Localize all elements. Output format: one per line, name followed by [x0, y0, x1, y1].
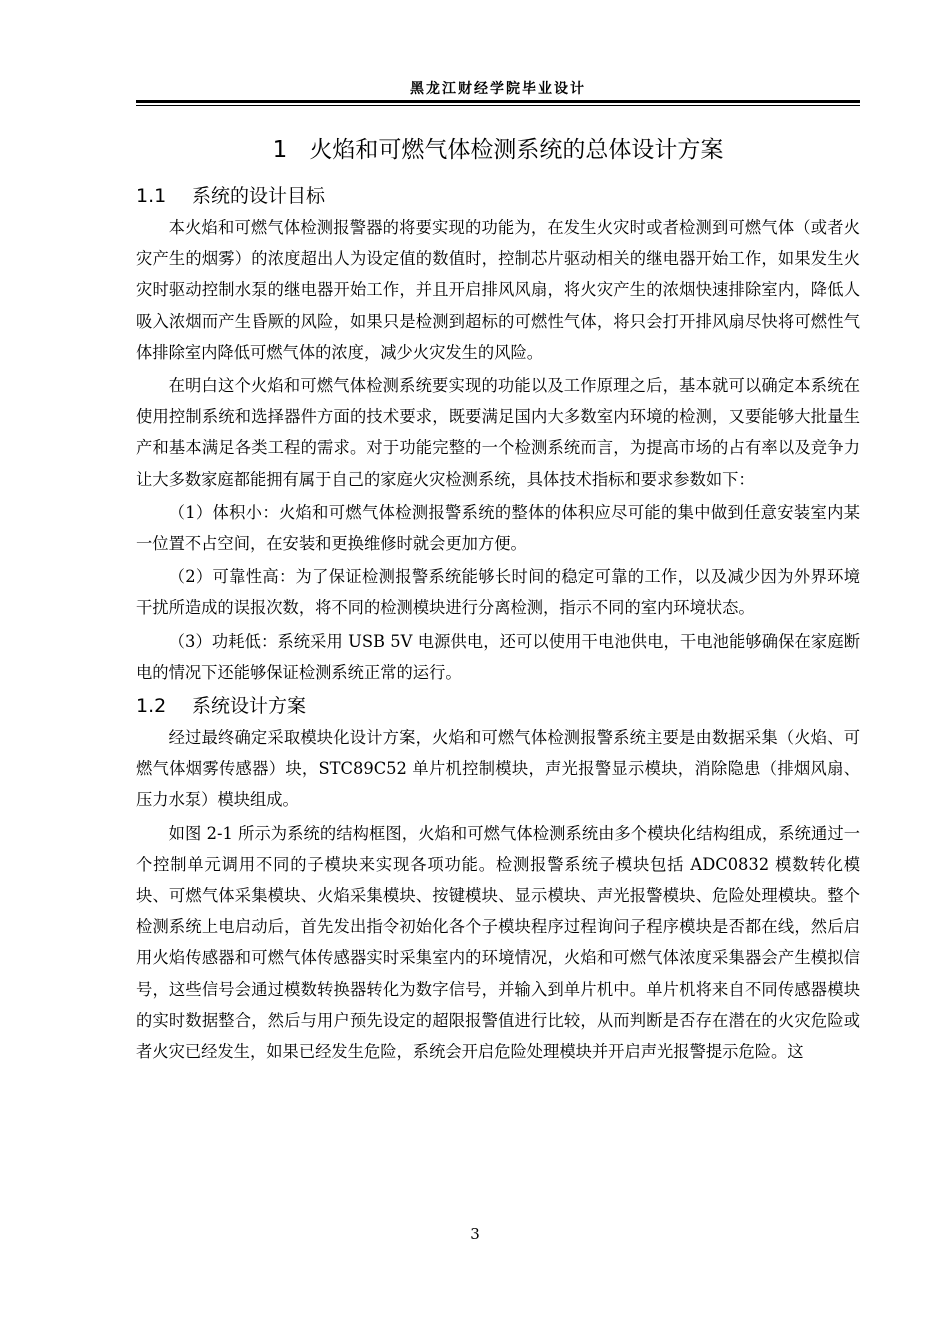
paragraph: 经过最终确定采取模块化设计方案，火焰和可燃气体检测报警系统主要是由数据采集（火焰、可燃气体烟雾传感器）块，STC89C52 单片机控制模块，声光报警显示模块，消除隐患（排烟风扇、压力水泵）模块组成。 [136, 728, 860, 810]
page-number: 3 [470, 1225, 480, 1243]
paragraph: 在明白这个火焰和可燃气体检测系统要实现的功能以及工作原理之后，基本就可以确定本系统在使用控制系统和选择器件方面的技术要求，既要满足国内大多数室内环境的检测，又要能够大批量生产和基本满足各类工程的需求。对于功能完整的一个检测系统而言，为提高市场的占有率以及竞争力让大多数家庭都能拥有属于自己的家庭火灾检测系统，具体技术指标和要求参数如下： [136, 376, 860, 489]
header-rule-thin [136, 105, 860, 106]
section-number: 1.2 [136, 695, 167, 718]
chapter-title [136, 132, 860, 168]
section-title [136, 690, 860, 722]
list-item-reliability: （2）可靠性高：为了保证检测报警系统能够长时间的稳定可靠的工作，以及减少因为外界环境干扰所造成的误报次数，将不同的检测模块进行分离检测，指示不同的室内环境状态。 [136, 567, 860, 618]
page-content [136, 132, 860, 1069]
list-item-volume: （1）体积小：火焰和可燃气体检测报警系统的整体的体积应尽可能的集中做到任意安装室内某一位置不占空间，在安装和更换维修时就会更加方便。 [136, 502, 860, 554]
paragraph: 本火焰和可燃气体检测报警器的将要实现的功能为，在发生火灾时或者检测到可燃气体（或者火灾产生的烟雾）的浓度超出人为设定值的数值时，控制芯片驱动相关的继电器开始工作，如果发生火灾时驱动控制水泵的继电器开始工作，并且开启排风风扇，将火灾产生的浓烟快速排除室内，降低人吸入浓烟而产生昏厥的风险，如果只是检测到超标的可燃性气体，将只会打开排风扇尽快将可燃性气体排除室内降低可燃气体的浓度，减少火灾发生的风险。 [136, 218, 860, 362]
section-title [136, 180, 860, 212]
section-title-text: 系统的设计目标 [192, 185, 326, 207]
list-item-power: （3）功耗低：系统采用 USB 5V 电源供电，还可以使用干电池供电，干电池能够确保在家庭断电的情况下还能够保证检测系统正常的运行。 [136, 631, 860, 682]
chapter-title-text: 火焰和可燃气体检测系统的总体设计方案 [309, 137, 724, 163]
running-header: 黑龙江财经学院毕业设计 [410, 81, 586, 97]
section-1-2 [136, 690, 860, 1067]
section-1-1 [136, 180, 860, 688]
chapter-number: 1 [272, 137, 288, 163]
section-number: 1.1 [136, 185, 167, 207]
section-title-text: 系统设计方案 [192, 695, 307, 718]
paragraph: 如图 2-1 所示为系统的结构框图，火焰和可燃气体检测系统由多个模块化结构组成，系统通过一个控制单元调用不同的子模块来实现各项功能。检测报警系统子模块包括 ADC0832 模数转化模块、可燃气体采集模块、火焰采集模块、按键模块、显示模块、声光报警模块、危险处理模块。整个检测系统上电启动后，首先发出指令初始化各个子模块程序过程询问子程序模块是否都在线，然后启用火焰传感器和可燃气体传感器实时采集室内的环境情况，火焰和可燃气体浓度采集器会产生模拟信号，这些信号会通过模数转换器转化为数字信号，并输入到单片机中。单片机将来自不同传感器模块的实时数据整合，然后与用户预先设定的超限报警值进行比较，从而判断是否存在潜在的火灾危险或者火灾已经发生，如果已经发生危险，系统会开启危险处理模块并开启声光报警提示危险。这 [136, 823, 860, 1062]
header-rule-thick [136, 100, 860, 103]
